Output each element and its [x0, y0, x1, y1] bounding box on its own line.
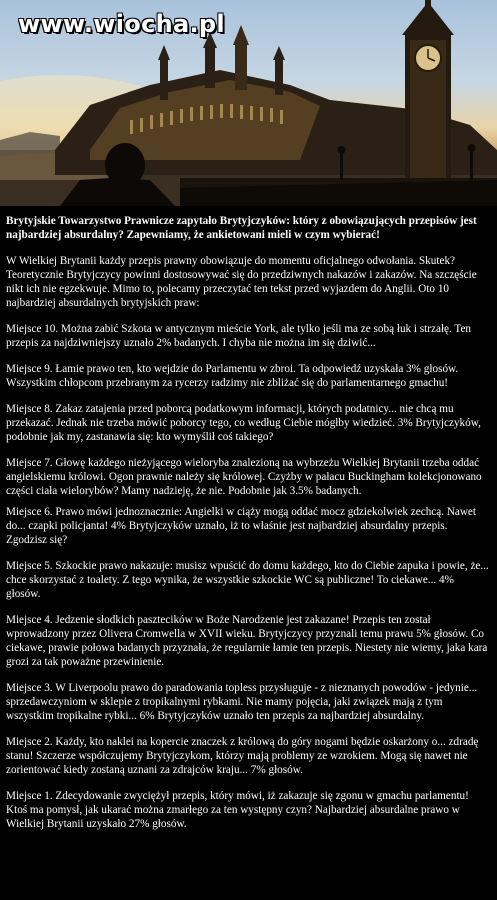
article-intro: W Wielkiej Brytanii każdy przepis prawny obowiązuje do momentu oficjalnego odwołania. Skutek? Teoretycznie Brytyjczycy powinni dostosowywać się do przedziwnych nakazów i zakazów. Na szczęście nikt ich nie egzekwuje. Mimo to, polecamy przeczytać ten tekst przed wyjazdem do Anglii. Oto 10 najbardziej absurdalnych brytyjskich praw: — [6, 255, 477, 309]
site-watermark: www.wiocha.pl — [18, 10, 225, 38]
list-item-place-8: Miejsce 8. Zakaz zatajenia przed poborcą podatkowym informacji, których podatnicy... nie chcą mu przekazać. Jednak nie trzeba mówić poborcy tego, co według Ciebie mógłby wiedzieć. 3% Brytyjczyków, podobnie jak my, zastanawia się: kto wymyślił coś takiego? — [6, 403, 481, 443]
list-item-place-2: Miejsce 2. Każdy, kto naklei na kopercie znaczek z królową do góry nogami będzie oskarżony o... zdradę stanu! Szczerze współczujemy Brytyjczykom, którzy mają problemy ze wzrokiem. Mogą się nawet nie zorientować kiedy zostaną uznani za zdrajców kraju... 7% głosów. — [6, 736, 479, 776]
list-item-place-10: Miejsce 10. Można zabić Szkota w antycznym mieście York, ale tylko jeśli ma ze sobą łuk i strzałę. Ten przepis za najdziwniejszy uznało 2% badanych. I chyba nie można im się dziwić... — [6, 323, 472, 349]
article-body — [0, 206, 497, 831]
list-item-place-9: Miejsce 9. Łamie prawo ten, kto wejdzie do Parlamentu w zbroi. Ta odpowiedź uzyskała 3% głosów. Wszystkim chłopcom przebranym za rycerzy radzimy nie zbliżać się do parlamentarnego gmachu! — [6, 363, 459, 389]
article-lead: Brytyjskie Towarzystwo Prawnicze zapytało Brytyjczyków: który z obowiązujących przepisów jest najbardziej absurdalny? Zapewniamy, że ankietowani mieli w czym wybierać! — [6, 215, 477, 241]
list-item-place-7: Miejsce 7. Głowę każdego nieżyjącego wieloryba znalezioną na wybrzeżu Wielkiej Brytanii trzeba oddać angielskiemu królowi. Ogon prawnie należy się królowej. Czyżby w pałacu Buckingham kolekcjonowano części ciała wielorybów? Mamy nadzieję, że nie. Podobnie jak 3.5% badanych. — [6, 457, 482, 497]
header-photo — [0, 0, 497, 206]
list-item-place-3: Miejsce 3. W Liverpoolu prawo do paradowania topless przysługuje - z nieznanych powodów - jedynie... sprzedawczyniom w sklepie z tropikalnymi rybkami. Nie mamy pojęcia, jaki związek mają z tym wszystkim tropikalne rybki... 6% Brytyjczyków uznało ten przepis za najbardziej absurdalny. — [6, 682, 478, 722]
list-item-place-6: Miejsce 6. Prawo mówi jednoznacznie: Angielki w ciąży mogą oddać mocz gdziekolwiek zechcą. Nawet do... czapki policjanta! 4% Brytyjczyków uznało, iż to właśnie jest najbardziej absurdalny przepis. Zgodzisz się? — [6, 506, 477, 546]
list-item-place-4: Miejsce 4. Jedzenie słodkich pasztecików w Boże Narodzenie jest zakazane! Przepis ten został wprowadzony przez Olivera Cromwella w XVII wieku. Brytyjczycy przyznali temu prawu 5% głosów. Co ciekawe, prawie połowa badanych przyznała, że regularnie łamie ten przepis. Niestety nie wiemy, jaka kara grozi za tak poważne przewinienie. — [6, 614, 488, 668]
list-item-place-1: Miejsce 1. Zdecydowanie zwyciężył przepis, który mówi, iż zakazuje się zgonu w gmachu parlamentu! Ktoś ma pomysł, jak ukarać można zmarłego za ten występny czyn? Najbardziej absurdalne prawo w Wielkiej Brytanii uzyskało 27% głosów. — [6, 790, 469, 830]
list-item-place-5: Miejsce 5. Szkockie prawo nakazuje: musisz wpuścić do domu każdego, kto do Ciebie zapuka i powie, że... chce skorzystać z toalety. Z tego wynika, że wszystkie szkockie WC są publiczne! To ciekawe... 4% głosów. — [6, 560, 489, 600]
